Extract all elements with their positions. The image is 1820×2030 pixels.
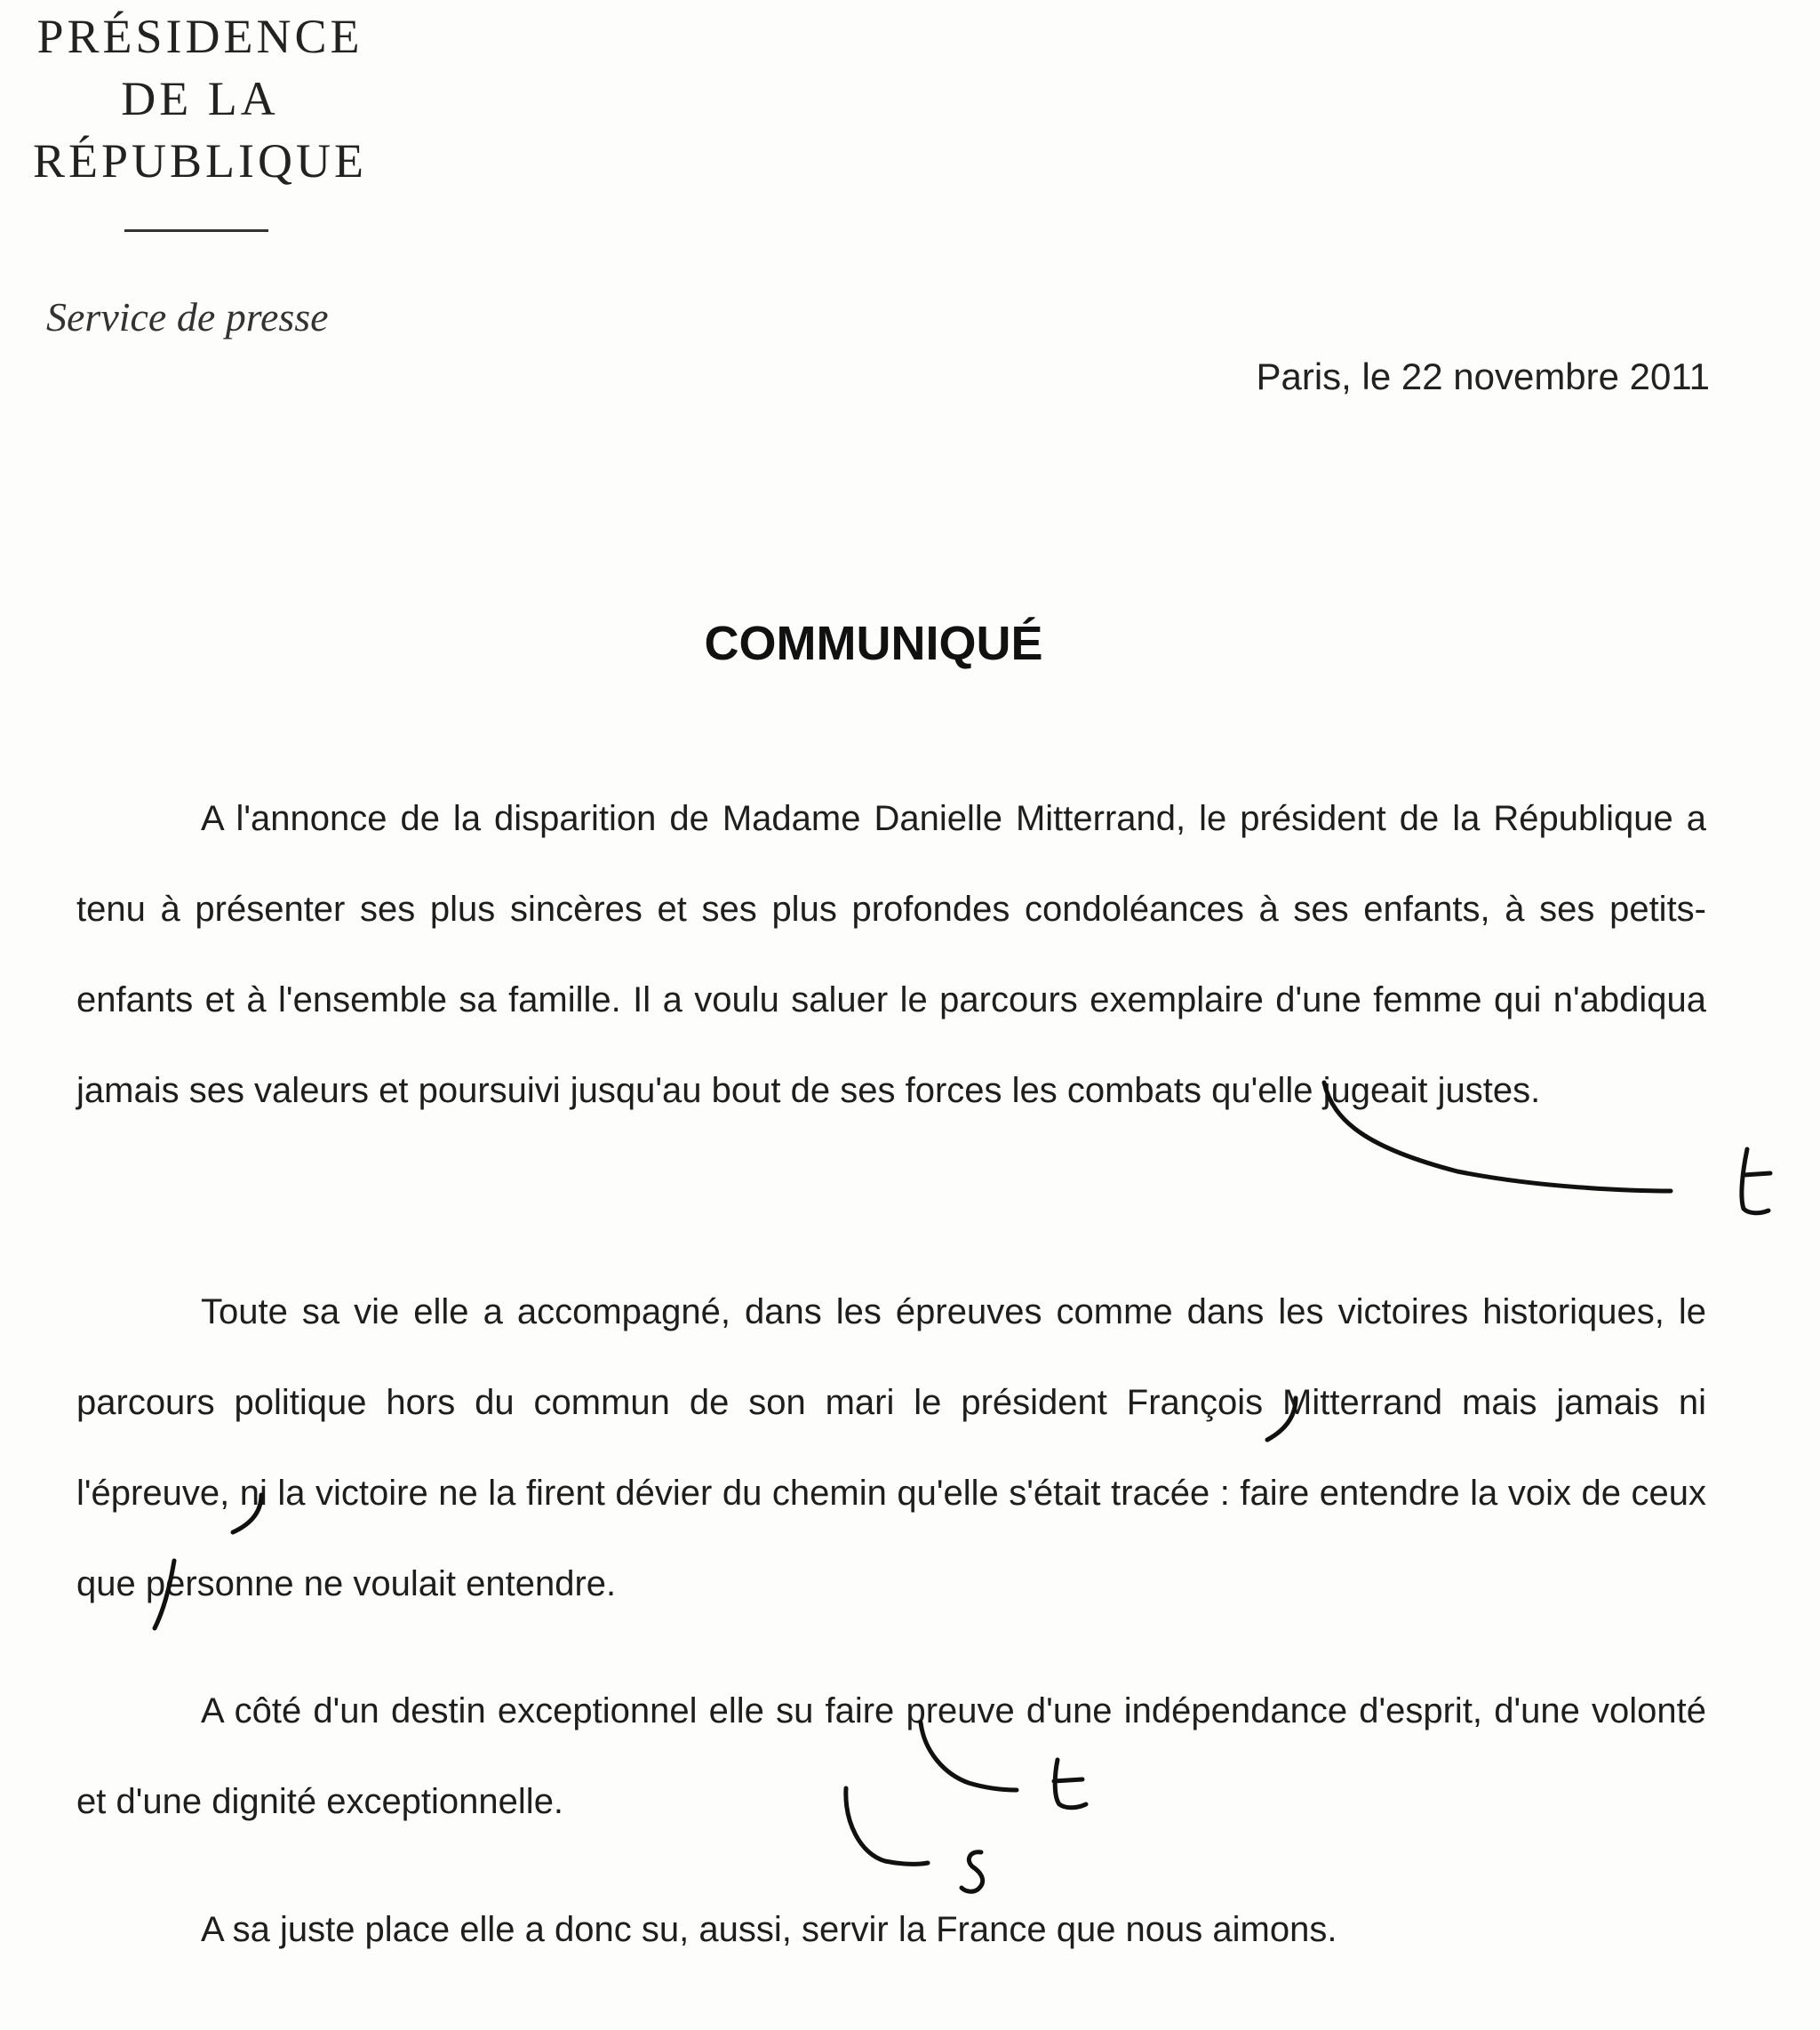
letterhead-line-3: RÉPUBLIQUE (33, 134, 367, 188)
letterhead-line-2: DE LA (121, 72, 279, 125)
letterhead-line-1: PRÉSIDENCE (36, 10, 363, 63)
paragraph-4: A sa juste place elle a donc su, aussi, servir la France que nous aimons. (201, 1910, 1337, 1949)
press-service-label: Service de presse (46, 294, 329, 340)
correction-letter-t-1 (1742, 1149, 1770, 1213)
document-title: COMMUNIQUÉ (704, 617, 1043, 670)
paragraph-1: A l'annonce de la disparition de Madame Danielle Mitterrand, le président de la République a tenu à présenter ses plus sincères et ses plus profondes condoléances à ses enfants, à ses petits-enfants et à l'ensemble sa famille. Il a voulu saluer le parcours exemplaire d'une femme qui n'abdiqua jamais ses valeurs et poursuivi jusqu'au bout de ses forces les combats qu'elle jugeait justes. (76, 799, 1706, 1110)
date-line: Paris, le 22 novembre 2011 (1256, 356, 1710, 397)
letterhead-divider (124, 229, 268, 232)
letterhead (27, 5, 373, 192)
paragraph-2: Toute sa vie elle a accompagné, dans les épreuves comme dans les victoires historiques, le parcours politique hors du commun de son mari le président François Mitterrand mais jamais ni l'épreuve, ni la victoire ne la firent dévier du chemin qu'elle s'était tracée : faire entendre la voix de ceux que personne ne voulait entendre. (76, 1292, 1706, 1603)
paragraph-3: A côté d'un destin exceptionnel elle su faire preuve d'une indépendance d'esprit, d'une volonté et d'une dignité exceptionnelle. (76, 1691, 1706, 1821)
